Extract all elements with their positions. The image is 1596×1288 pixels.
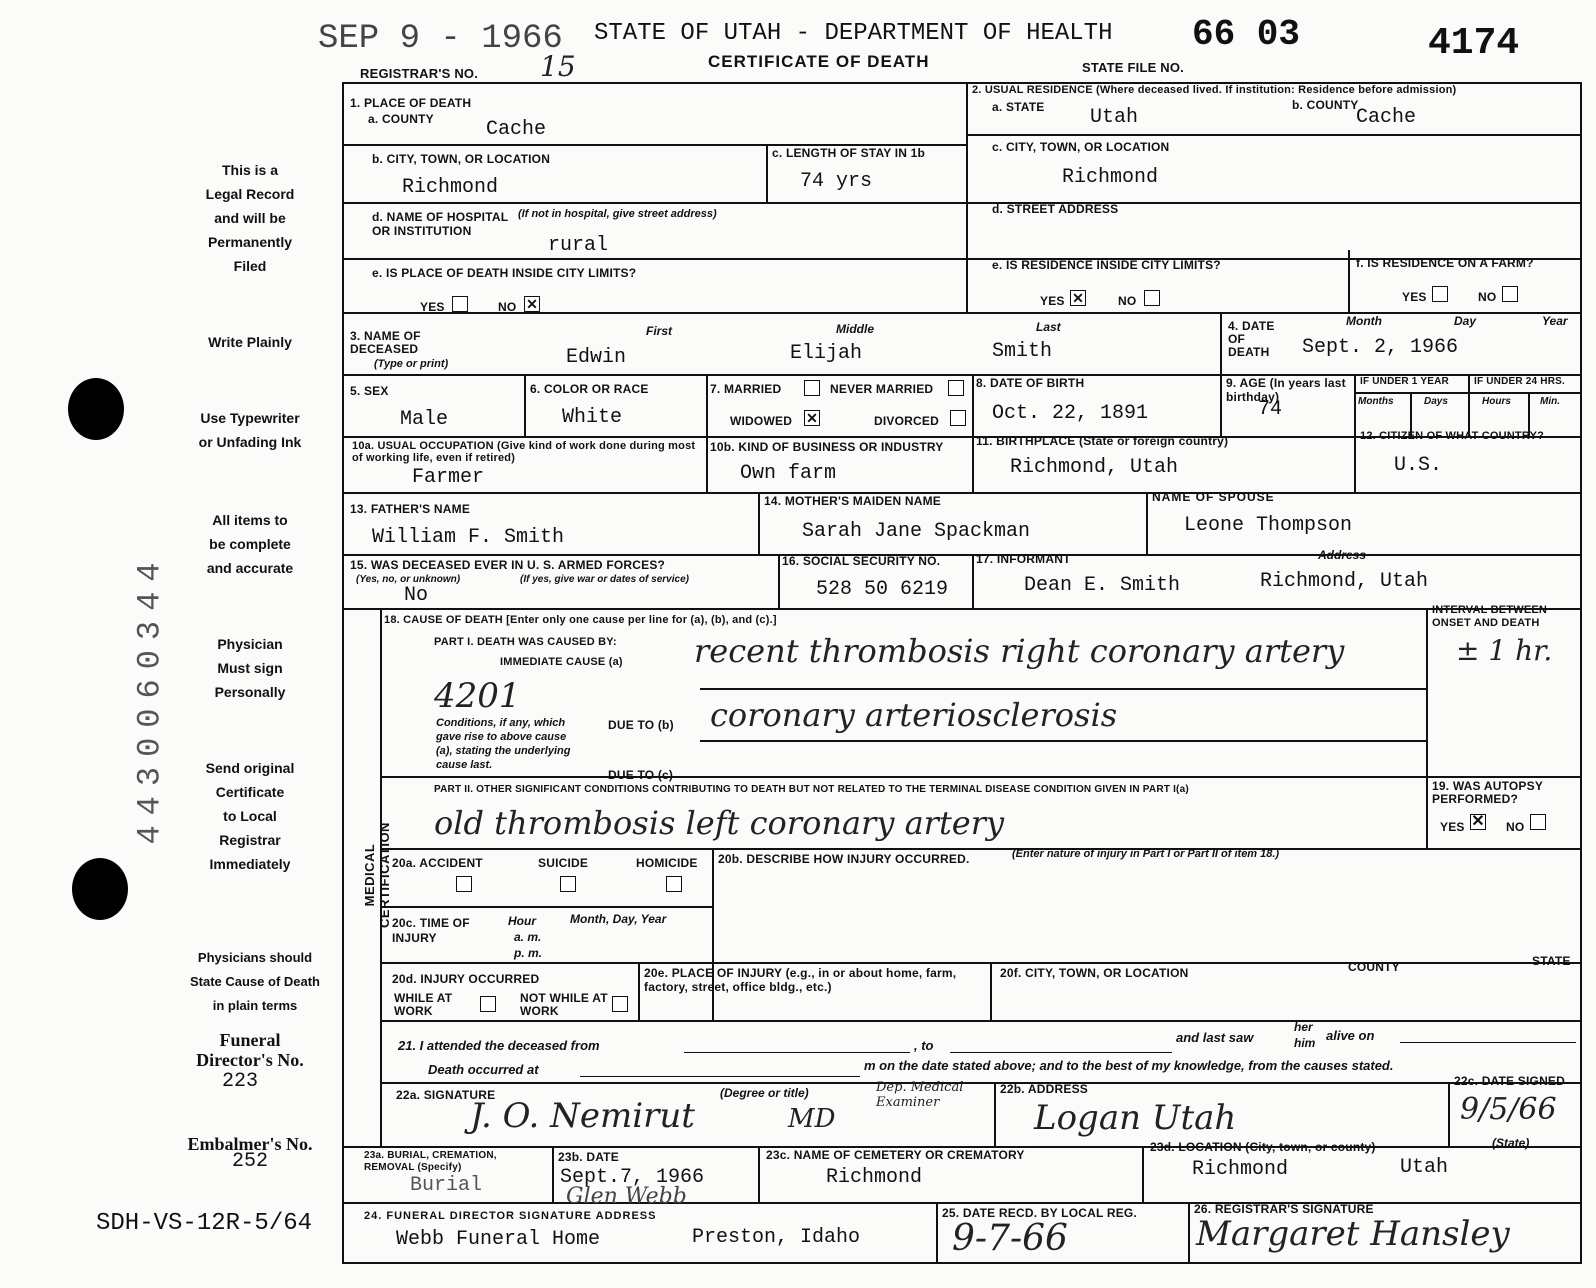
label-no-2e: NO — [1118, 294, 1137, 308]
last-name: Smith — [992, 340, 1053, 363]
label-mother: 14. MOTHER'S MAIDEN NAME — [764, 494, 942, 508]
label-place-of-injury: 20e. PLACE OF INJURY (e.g., in or about home, farm, factory, street, office bldg., etc.) — [644, 966, 957, 994]
label-date-recd: 25. DATE RECD. BY LOCAL REG. — [942, 1206, 1137, 1220]
armed-forces: No — [404, 584, 429, 607]
medical-certification-label: MEDICAL CERTIFICATION — [362, 822, 392, 928]
sidebar-note-complete: All items to be complete and accurate — [206, 512, 294, 576]
stamp-date: SEP 9 - 1966 — [318, 20, 563, 58]
sidebar-note-send-original: Send original Certificate to Local Registrar Immediately — [205, 760, 295, 872]
label-not-while-at-work: NOT WHILE AT WORK — [520, 991, 608, 1018]
birth-date: Oct. 22, 1891 — [992, 402, 1149, 425]
label-res-state: a. STATE — [992, 100, 1045, 114]
checkbox-autopsy-yes[interactable]: ✕ — [1471, 813, 1485, 830]
citizen: U.S. — [1394, 454, 1443, 477]
checkbox-divorced[interactable] — [950, 410, 966, 426]
label-last-saw: and last saw — [1176, 1030, 1254, 1045]
interval: ± 1 hr. — [1456, 634, 1553, 667]
punch-hole-top — [68, 378, 124, 440]
age: 74 — [1258, 398, 1283, 421]
disposition: Burial — [410, 1174, 483, 1197]
alive-on-line — [1400, 1042, 1576, 1043]
label-degree: (Degree or title) — [720, 1086, 809, 1100]
cause-b: coronary arteriosclerosis — [710, 696, 1118, 734]
sex: Male — [400, 408, 449, 431]
date-recd: 9-7-66 — [952, 1218, 1068, 1259]
file-no-right: 4174 — [1428, 22, 1520, 65]
physician-degree: MD — [788, 1104, 836, 1134]
checkbox-not-while-at-work[interactable] — [612, 996, 628, 1012]
label-divorced: DIVORCED — [874, 414, 939, 428]
label-burial: 23a. BURIAL, CREMATION, REMOVAL (Specify) — [364, 1150, 497, 1173]
label-address-22b: 22b. ADDRESS — [1000, 1082, 1088, 1096]
label-attended-from: 21. I attended the deceased from — [398, 1038, 600, 1053]
checkbox-widowed[interactable]: ✕ — [804, 410, 820, 426]
death-occurred-line — [580, 1076, 860, 1077]
label-yes-19: YES — [1440, 820, 1465, 834]
date-signed: 9/5/66 — [1460, 1092, 1557, 1127]
label-married: 7. MARRIED — [710, 382, 782, 396]
label-hour: Hour — [508, 914, 536, 928]
label-birthplace: 11. BIRTHPLACE (State or foreign country) — [976, 434, 1229, 448]
attended-from-line — [684, 1052, 910, 1053]
label-never-married: NEVER MARRIED — [830, 382, 934, 396]
label-funeral-director: 24. FUNERAL DIRECTOR SIGNATURE ADDRESS — [364, 1210, 657, 1222]
label-street-address: d. STREET ADDRESS — [992, 202, 1119, 216]
funeral-home: Webb Funeral Home — [396, 1228, 601, 1251]
label-type-or-print: (Type or print) — [374, 358, 449, 370]
label-ssn: 16. SOCIAL SECURITY NO. — [782, 554, 941, 568]
label-under-24-hrs: IF UNDER 24 HRS. — [1474, 376, 1565, 387]
funeral-address: Preston, Idaho — [692, 1226, 861, 1249]
res-county: Cache — [1356, 106, 1417, 129]
label-length-of-stay: c. LENGTH OF STAY IN 1b — [772, 146, 926, 160]
label-alive-on: alive on — [1326, 1028, 1375, 1043]
burial-location: Richmond — [1192, 1158, 1289, 1181]
label-cemetery: 23c. NAME OF CEMETERY OR CREMATORY — [766, 1148, 1025, 1162]
checkbox-farm-no[interactable] — [1502, 286, 1518, 302]
label-registrar-signature: 26. REGISTRAR'S SIGNATURE — [1194, 1202, 1374, 1216]
sidebar-note-write-plainly: Write Plainly — [208, 334, 292, 350]
label-part2: PART II. OTHER SIGNIFICANT CONDITIONS CONTRIBUTING TO DEATH BUT NOT RELATED TO THE TERMINAL DISEASE CONDITION GIVEN IN PART I(a) — [434, 784, 1189, 795]
label-due-to-b: DUE TO (b) — [608, 718, 674, 732]
punch-hole-bottom — [72, 858, 128, 920]
label-homicide: HOMICIDE — [636, 856, 698, 870]
label-attended-to: , to — [914, 1038, 934, 1053]
certificate-title: CERTIFICATE OF DEATH — [708, 52, 930, 71]
birthplace: Richmond, Utah — [1010, 456, 1179, 479]
label-accident: 20a. ACCIDENT — [392, 856, 483, 870]
sidebar-note-physician-sign: Physician Must sign Personally — [214, 636, 286, 700]
label-him: him — [1294, 1036, 1316, 1050]
funeral-director-signature: Glen Webb — [566, 1184, 687, 1209]
label-date-of-death: 4. DATE OF DEATH — [1228, 319, 1275, 359]
label-pm: p. m. — [514, 946, 543, 960]
label-conditions: Conditions, if any, which gave rise to above cause (a), stating the underlying cause last. — [436, 717, 571, 771]
label-father: 13. FATHER'S NAME — [350, 502, 471, 516]
burial-date: Sept.7, 1966 — [560, 1166, 705, 1189]
death-county: Cache — [486, 118, 547, 141]
occupation: Farmer — [412, 466, 485, 489]
checkbox-death-inside-yes[interactable] — [452, 296, 468, 312]
checkbox-while-at-work[interactable] — [480, 996, 496, 1012]
cemetery: Richmond — [826, 1166, 923, 1189]
label-burial-location: 23d. LOCATION (City, town, or county) — [1150, 1140, 1376, 1154]
sidebar-note-legal-record: This is a Legal Record and will be Permanently Filed — [205, 162, 295, 274]
label-first: First — [646, 324, 673, 338]
registrar-signature: Margaret Hansley — [1196, 1214, 1510, 1254]
father: William F. Smith — [372, 526, 565, 549]
label-month-day-year: Month, Day, Year — [570, 912, 667, 926]
label-informant: 17. INFORMANT — [976, 552, 1071, 566]
label-armed-forces: 15. WAS DECEASED EVER IN U. S. ARMED FORCES? — [350, 558, 666, 572]
mother: Sarah Jane Spackman — [802, 520, 1031, 543]
state-file-no: 66 03 — [1192, 14, 1301, 55]
label-cause-of-death: 18. CAUSE OF DEATH [Enter only one cause per line for (a), (b), and (c).] — [384, 614, 777, 626]
label-middle: Middle — [836, 322, 874, 336]
length-of-stay: 74 yrs — [800, 170, 873, 193]
middle-name: Elijah — [790, 342, 863, 365]
label-res-inside-city: e. IS RESIDENCE INSIDE CITY LIMITS? — [992, 258, 1221, 272]
label-death-occurred: Death occurred at — [428, 1062, 539, 1077]
label-time-of-injury: 20c. TIME OF INJURY — [392, 916, 470, 945]
date-of-death: Sept. 2, 1966 — [1302, 336, 1459, 359]
sidebar-note-cause-plain: Physicians should State Cause of Death in plain terms — [189, 950, 321, 1013]
label-months: Months — [1358, 396, 1394, 407]
funeral-director-label: Funeral Director's No. — [196, 1030, 304, 1070]
checkbox-farm-yes[interactable] — [1432, 286, 1448, 302]
label-hospital-note: (If not in hospital, give street address) — [518, 208, 717, 220]
label-yes-2e: YES — [1040, 294, 1065, 308]
label-interval: INTERVAL BETWEEN ONSET AND DEATH — [1432, 604, 1548, 629]
sidebar-note-typewriter: Use Typewriter or Unfading Ink — [198, 410, 302, 450]
registrar-no-label: REGISTRAR'S NO. — [360, 66, 479, 81]
label-signature: 22a. SIGNATURE — [396, 1088, 496, 1102]
checkbox-homicide[interactable] — [666, 876, 682, 892]
label-business: 10b. KIND OF BUSINESS OR INDUSTRY — [710, 440, 944, 454]
label-under-1-year: IF UNDER 1 YEAR — [1360, 376, 1449, 387]
physician-signature: J. O. Nemirut — [470, 1096, 695, 1136]
burial-state: Utah — [1400, 1156, 1449, 1179]
label-burial-date: 23b. DATE — [558, 1150, 619, 1164]
label-hours: Hours — [1482, 396, 1511, 407]
attended-to-line — [950, 1052, 1172, 1053]
label-death-county: a. COUNTY — [368, 112, 434, 126]
label-immediate-cause: IMMEDIATE CAUSE (a) — [500, 656, 623, 668]
cause-code: 4201 — [434, 676, 521, 716]
label-occupation: 10a. USUAL OCCUPATION (Give kind of work done during most of working life, even if retired) — [352, 440, 696, 464]
label-part1: PART I. DEATH WAS CAUSED BY: — [434, 636, 617, 648]
label-injury-state: STATE — [1532, 954, 1571, 968]
label-armed-forces-sub2: (If yes, give war or dates of service) — [520, 574, 689, 585]
checkbox-suicide[interactable] — [560, 876, 576, 892]
first-name: Edwin — [566, 346, 627, 369]
label-death-inside-city: e. IS PLACE OF DEATH INSIDE CITY LIMITS? — [372, 266, 637, 280]
funeral-director-no: 223 — [222, 1070, 259, 1093]
ssn: 528 50 6219 — [816, 578, 949, 601]
label-am: a. m. — [514, 930, 542, 944]
label-no-19: NO — [1506, 820, 1525, 834]
embalmer-label: Embalmer's No. — [187, 1134, 313, 1154]
hospital: rural — [548, 234, 609, 257]
label-birth-date: 8. DATE OF BIRTH — [976, 376, 1085, 390]
vertical-serial-number: 4430060344 — [131, 552, 169, 845]
label-autopsy: 19. WAS AUTOPSY PERFORMED? — [1432, 779, 1543, 806]
informant: Dean E. Smith — [1024, 574, 1181, 597]
label-usual-residence: 2. USUAL RESIDENCE (Where deceased lived. If institution: Residence before admission) — [972, 84, 1457, 96]
label-name-deceased: 3. NAME OF DECEASED — [350, 329, 421, 356]
state-file-label: STATE FILE NO. — [1082, 60, 1184, 75]
label-burial-state: (State) — [1492, 1136, 1530, 1150]
spouse: Leone Thompson — [1184, 514, 1353, 537]
label-race: 6. COLOR OR RACE — [530, 382, 649, 396]
form-code: SDH-VS-12R-5/64 — [96, 1210, 313, 1237]
label-days: Days — [1424, 396, 1448, 407]
label-describe-injury-note: (Enter nature of injury in Part I or Part II of item 18.) — [1012, 848, 1280, 860]
label-suicide: SUICIDE — [538, 856, 589, 870]
label-res-farm: f. IS RESIDENCE ON A FARM? — [1356, 256, 1534, 270]
checkbox-death-inside-no[interactable]: ✕ — [524, 296, 540, 312]
death-city: Richmond — [402, 176, 499, 199]
res-state: Utah — [1090, 106, 1139, 129]
part2-condition: old thrombosis left coronary artery — [434, 804, 1005, 842]
label-address-17: Address — [1318, 548, 1367, 562]
label-injury-city: 20f. CITY, TOWN, OR LOCATION — [1000, 966, 1189, 980]
label-month-4: Month — [1346, 314, 1382, 328]
label-citizen: 12. CITIZEN OF WHAT COUNTRY? — [1360, 430, 1545, 442]
checkbox-res-inside-no[interactable] — [1144, 290, 1160, 306]
label-death-city: b. CITY, TOWN, OR LOCATION — [372, 152, 551, 166]
label-place-of-death: 1. PLACE OF DEATH — [350, 96, 472, 110]
label-hospital: d. NAME OF HOSPITAL OR INSTITUTION — [372, 210, 509, 238]
business: Own farm — [740, 462, 837, 485]
label-injury-county: COUNTY — [1348, 960, 1400, 974]
header-title-line: STATE OF UTAH - DEPARTMENT OF HEALTH — [594, 20, 1113, 47]
label-spouse: NAME OF SPOUSE — [1152, 490, 1275, 504]
label-due-to-c: DUE TO (c) — [608, 768, 674, 782]
label-yes-1e: YES — [420, 300, 445, 314]
label-sex: 5. SEX — [350, 384, 389, 398]
label-res-county: b. COUNTY — [1292, 98, 1359, 112]
label-year-4: Year — [1542, 314, 1568, 328]
label-armed-forces-sub1: (Yes, no, or unknown) — [356, 574, 461, 585]
label-her: her — [1294, 1020, 1313, 1034]
checkbox-accident[interactable] — [456, 876, 472, 892]
checkbox-never-married[interactable] — [948, 380, 964, 396]
label-date-signed: 22c. DATE SIGNED — [1454, 1074, 1566, 1088]
label-no-1e: NO — [498, 300, 517, 314]
label-yes-2f: YES — [1402, 290, 1427, 304]
label-while-at-work: WHILE AT WORK — [394, 991, 453, 1018]
embalmer-no: 252 — [232, 1150, 269, 1173]
registrar-no: 15 — [540, 50, 576, 83]
label-res-city: c. CITY, TOWN, OR LOCATION — [992, 140, 1170, 154]
physician-degree-note: Dep. Medical Examiner — [876, 1080, 964, 1110]
address-22b: Logan Utah — [1034, 1098, 1237, 1138]
race: White — [562, 406, 623, 429]
label-describe-injury: 20b. DESCRIBE HOW INJURY OCCURRED. — [718, 852, 970, 866]
informant-address: Richmond, Utah — [1260, 570, 1429, 593]
label-injury-occurred: 20d. INJURY OCCURRED — [392, 972, 540, 986]
checkbox-res-inside-yes[interactable]: ✕ — [1070, 290, 1086, 306]
label-age: 9. AGE (In years last birthday) — [1226, 376, 1346, 404]
res-city: Richmond — [1062, 166, 1159, 189]
label-widowed: WIDOWED — [730, 414, 793, 428]
cause-a: recent thrombosis right coronary artery — [694, 632, 1345, 670]
checkbox-married[interactable] — [804, 380, 820, 396]
label-last: Last — [1036, 320, 1061, 334]
label-min: Min. — [1540, 396, 1560, 407]
checkbox-autopsy-no[interactable] — [1530, 814, 1546, 830]
label-no-2f: NO — [1478, 290, 1497, 304]
label-knowledge: m on the date stated above; and to the best of my knowledge, from the causes stated. — [864, 1058, 1394, 1073]
label-day-4: Day — [1454, 314, 1477, 328]
